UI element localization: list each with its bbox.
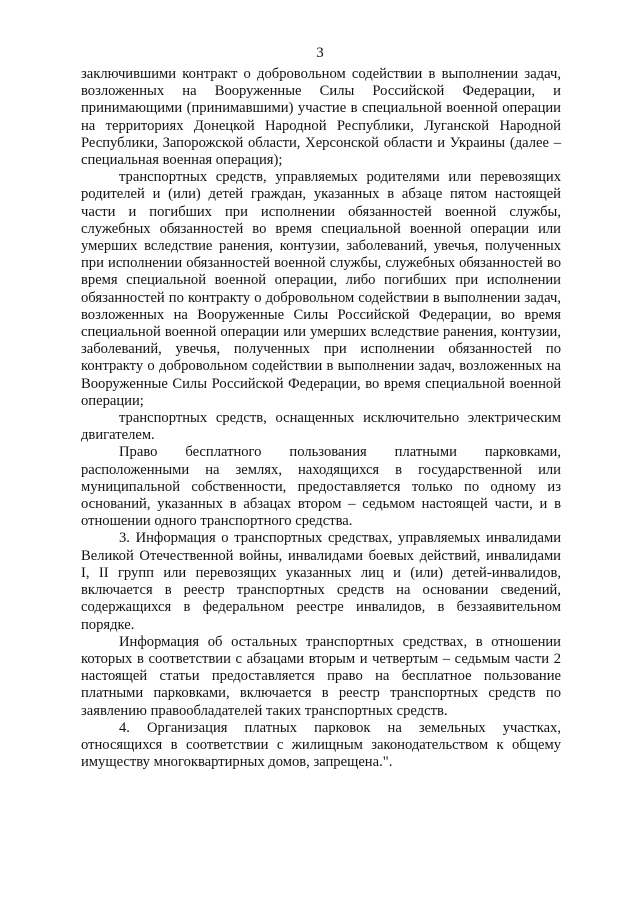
paragraph-other-vehicles-info: Информация об остальных транспортных средствах, в отношении которых в соответствии с абзацами вторым и четвертым – седьмым части 2 настоящей статьи предоставляется право на бесплатное пользование платными парковками, включается в реестр транспортных средств по заявлению правообладателей таких транспортных средств.: [81, 633, 561, 719]
paragraph-free-parking-right: Право бесплатного пользования платными парковками, расположенными на землях, находящихся в государственной или муниципальной собственности, предоставляется только по одному из оснований, указанных в абзацах втором – седьмом настоящей части, и в отношении одного транспортного средства.: [81, 444, 561, 530]
paragraph-item-3: 3. Информация о транспортных средствах, управляемых инвалидами Великой Отечественной войны, инвалидами боевых действий, инвалидами I, II групп или перевозящих указанных лиц и (или) детей-инвалидов, включается в реестр транспортных средств на основании сведений, содержащихся в федеральном реестре инвалидов, в беззаявительном порядке.: [81, 530, 561, 633]
paragraph-continuation: заключившими контракт о добровольном содействии в выполнении задач, возложенных на Вооруженные Силы Российской Федерации, и принимающими (принимавшими) участие в специальной военной операции на территориях Донецкой Народной Республики, Луганской Народной Республики, Запорожской области, Херсонской области и Украины (далее – специальная военная операция);: [81, 66, 561, 169]
document-body: [81, 66, 561, 771]
page-number: 3: [316, 45, 324, 61]
paragraph-electric-vehicles: транспортных средств, оснащенных исключительно электрическим двигателем.: [81, 410, 561, 444]
paragraph-item-4: 4. Организация платных парковок на земельных участках, относящихся в соответствии с жилищным законодательством к общему имуществу многоквартирных домов, запрещена.".: [81, 719, 561, 771]
paragraph-parents-vehicles: транспортных средств, управляемых родителями или перевозящих родителей и (или) детей граждан, указанных в абзаце пятом настоящей части и погибших при исполнении обязанностей военной службы, служебных обязанностей во время специальной военной операции или умерших вследствие ранения, контузии, заболеваний, увечья, полученных при исполнении обязанностей военной службы, служебных обязанностей во время специальной военной операции, либо погибших при исполнении обязанностей по контракту о добровольном содействии в выполнении задач, возложенных на Вооруженные Силы Российской Федерации, во время специальной военной операции или умерших вследствие ранения, контузии, заболеваний, увечья, полученных при исполнении обязанностей по контракту о добровольном содействии в выполнении задач, возложенных на Вооруженные Силы Российской Федерации, во время специальной военной операции;: [81, 169, 561, 409]
